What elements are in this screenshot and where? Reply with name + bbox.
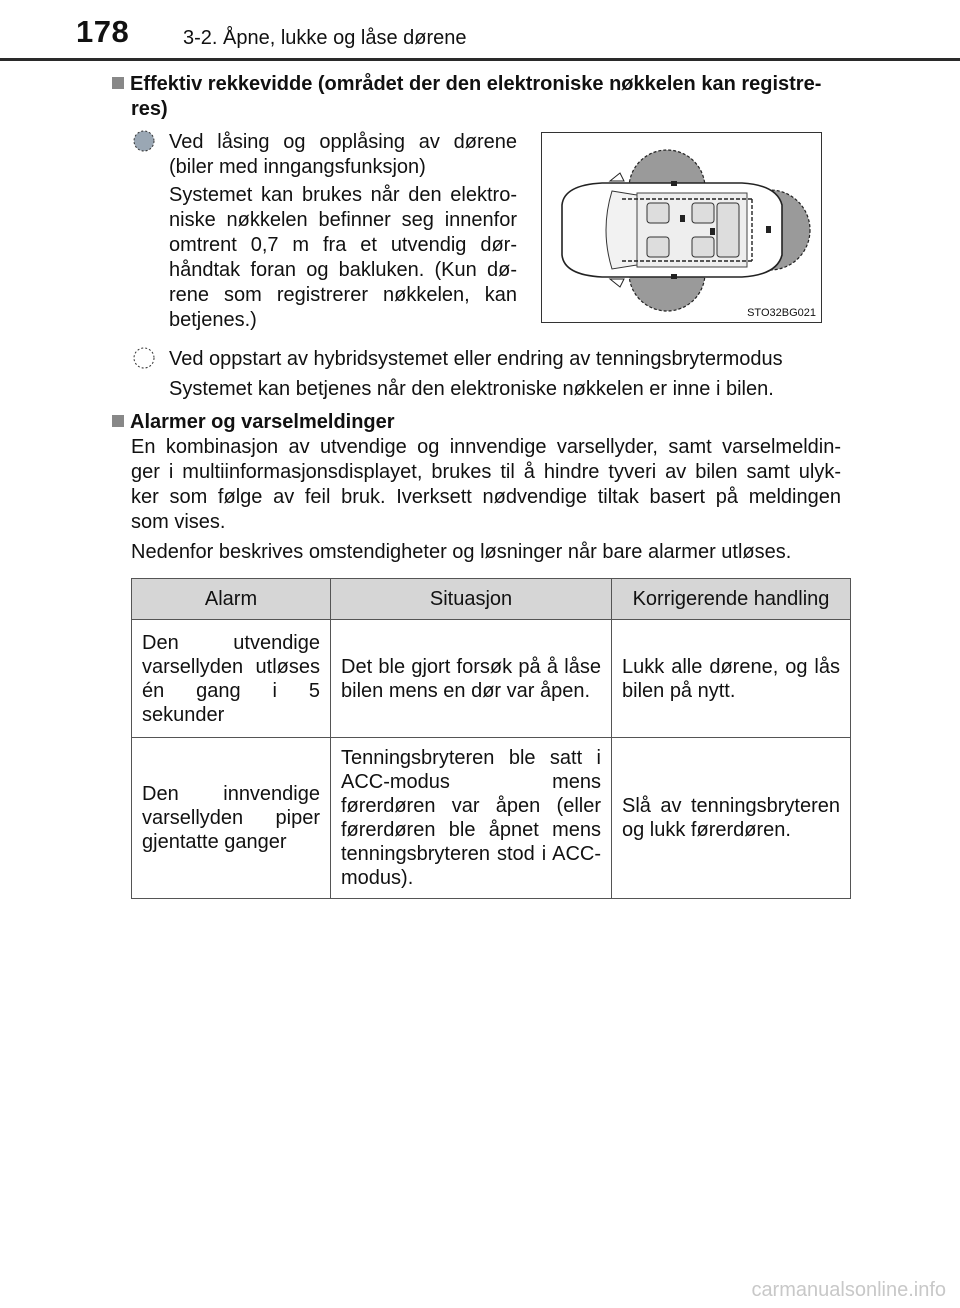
alarms-intro-line: En kombinasjon av utvendige og innvendige varsellyder, samt varselmeldin- xyxy=(131,436,841,458)
heading-line-2: res) xyxy=(131,98,168,120)
alarms-intro-line: ker som følge av feil bruk. Iverksett nødvendige tiltak basert på meldingen xyxy=(131,486,841,508)
section-heading-alarms xyxy=(112,410,852,435)
item1-title-line: (biler med inngangsfunksjon) xyxy=(169,156,426,178)
table-header-row xyxy=(132,579,851,620)
antenna-icon xyxy=(671,181,677,186)
table-cell: Det ble gjort forsøk på å låse bilen mens en dør var åpen. xyxy=(331,620,612,738)
item1-body xyxy=(169,183,517,333)
table-cell: Slå av tenningsbryteren og lukk førerdøren. xyxy=(612,738,851,899)
watermark: carmanualsonline.info xyxy=(751,1279,946,1301)
step-bullet-icon xyxy=(131,130,157,152)
item2-title: Ved oppstart av hybridsystemet eller endring av tenningsbrytermodus xyxy=(169,348,783,370)
item1-title-line: Ved låsing og opplåsing av dørene xyxy=(169,131,517,153)
table-row xyxy=(132,620,851,738)
page-number: 178 xyxy=(76,14,130,49)
item1-body-line: Systemet kan brukes når den elektro- xyxy=(169,184,517,206)
heading-alarms-label: Alarmer og varselmeldinger xyxy=(130,411,395,433)
table-header-alarm: Alarm xyxy=(132,579,331,620)
alarms-intro-line: som vises. xyxy=(131,511,226,533)
antenna-icon xyxy=(680,215,685,222)
item1-body-line: betjenes.) xyxy=(169,309,257,331)
antenna-icon xyxy=(671,274,677,279)
item1-body-line: niske nøkkelen befinner seg innenfor xyxy=(169,209,517,231)
table-cell: Den innvendige varsellyden piper gjentatte ganger xyxy=(132,738,331,899)
item1-body-line: omtrent 0,7 m fra et utvendig dør- xyxy=(169,234,517,256)
table-cell: Tenningsbryteren ble satt i ACC-modus mens førerdøren var åpen (eller førerdøren ble åpnet mens tenningsbryteren stod i ACC-modus). xyxy=(331,738,612,899)
table-header-situation: Situasjon xyxy=(331,579,612,620)
square-bullet-icon xyxy=(112,415,124,427)
car-range-illustration xyxy=(542,133,820,321)
step-bullet-icon xyxy=(131,347,157,369)
item2-body: Systemet kan betjenes når den elektroniske nøkkelen er inne i bilen. xyxy=(169,378,774,400)
table-row xyxy=(132,738,851,899)
item1-body-line: håndtak foran og bakluken. (Kun dø- xyxy=(169,259,517,281)
item1-title xyxy=(169,130,517,180)
alarm-table xyxy=(131,578,851,899)
square-bullet-icon xyxy=(112,77,124,89)
table-header-action: Korrigerende handling xyxy=(612,579,851,620)
table-cell: Den utvendige varsellyden utløses én gang i 5 sekunder xyxy=(132,620,331,738)
antenna-icon xyxy=(766,226,771,233)
antenna-icon xyxy=(710,228,715,235)
diagram-code: STO32BG021 xyxy=(747,307,816,319)
alarms-intro xyxy=(131,435,841,535)
alarms-note: Nedenfor beskrives omstendigheter og løsninger når bare alarmer utløses. xyxy=(131,541,792,563)
item1-body-line: rene som registrerer nøkkelen, kan xyxy=(169,284,517,306)
table-cell: Lukk alle dørene, og lås bilen på nytt. xyxy=(612,620,851,738)
alarms-intro-line: ger i multiinformasjonsdisplayet, brukes til å hindre tyveri av bilen samt ulyk- xyxy=(131,461,841,483)
section-heading-range xyxy=(112,72,852,122)
heading-line-1: Effektiv rekkevidde (området der den elektroniske nøkkelen kan registre- xyxy=(130,73,822,95)
header-divider xyxy=(0,58,960,61)
range-diagram xyxy=(541,132,822,323)
page-header xyxy=(0,0,960,64)
section-title: 3-2. Åpne, lukke og låse dørene xyxy=(183,27,467,49)
